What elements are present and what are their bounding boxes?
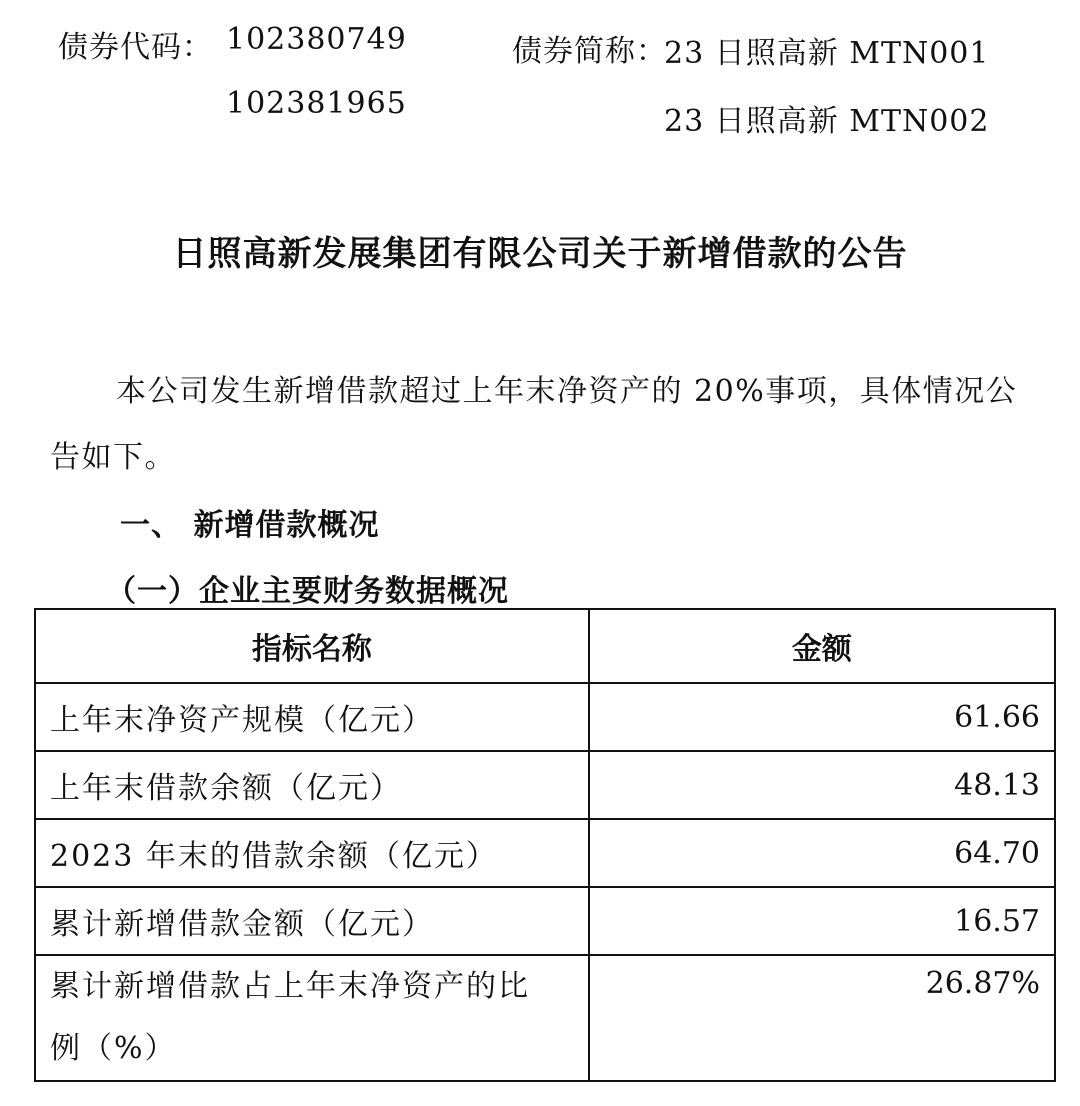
bond-abbr-1: 23 日照高新 MTN001	[664, 36, 990, 71]
row-label: 上年末借款余额（亿元）	[35, 751, 589, 819]
announcement-title: 日照高新发展集团有限公司关于新增借款的公告	[172, 234, 908, 274]
intro-line-2: 告如下。	[50, 440, 176, 475]
row-label-line-2: 例（%）	[50, 1031, 177, 1066]
row-value: 16.57	[589, 887, 1055, 955]
row-value: 48.13	[589, 751, 1055, 819]
row-label	[35, 955, 589, 1081]
table-header-row	[35, 609, 1055, 683]
row-value: 64.70	[589, 819, 1055, 887]
bond-code-2: 102381965	[226, 86, 407, 121]
intro-line-1: 本公司发生新增借款超过上年末净资产的 20%事项，具体情况公	[116, 374, 1018, 409]
row-label: 2023 年末的借款余额（亿元）	[35, 819, 589, 887]
section-heading: 一、 新增借款概况	[120, 508, 380, 543]
row-value: 61.66	[589, 683, 1055, 751]
subsection-heading: （一）企业主要财务数据概况	[106, 574, 509, 609]
row-value: 26.87%	[589, 955, 1055, 1081]
table-row	[35, 887, 1055, 955]
header-amount: 金额	[589, 609, 1055, 683]
row-label-line-1: 累计新增借款占上年末净资产的比	[50, 969, 530, 1004]
table-row	[35, 955, 1055, 1081]
table-row	[35, 819, 1055, 887]
table-row	[35, 751, 1055, 819]
bond-code-label: 债券代码：	[58, 30, 213, 65]
bond-code-1: 102380749	[226, 22, 407, 57]
row-label: 上年末净资产规模（亿元）	[35, 683, 589, 751]
financial-data-table	[34, 608, 1056, 1082]
bond-abbr-2: 23 日照高新 MTN002	[664, 104, 990, 139]
bond-abbr-label: 债券简称：	[512, 34, 667, 69]
header-indicator-name: 指标名称	[35, 609, 589, 683]
row-label: 累计新增借款金额（亿元）	[35, 887, 589, 955]
table-row	[35, 683, 1055, 751]
